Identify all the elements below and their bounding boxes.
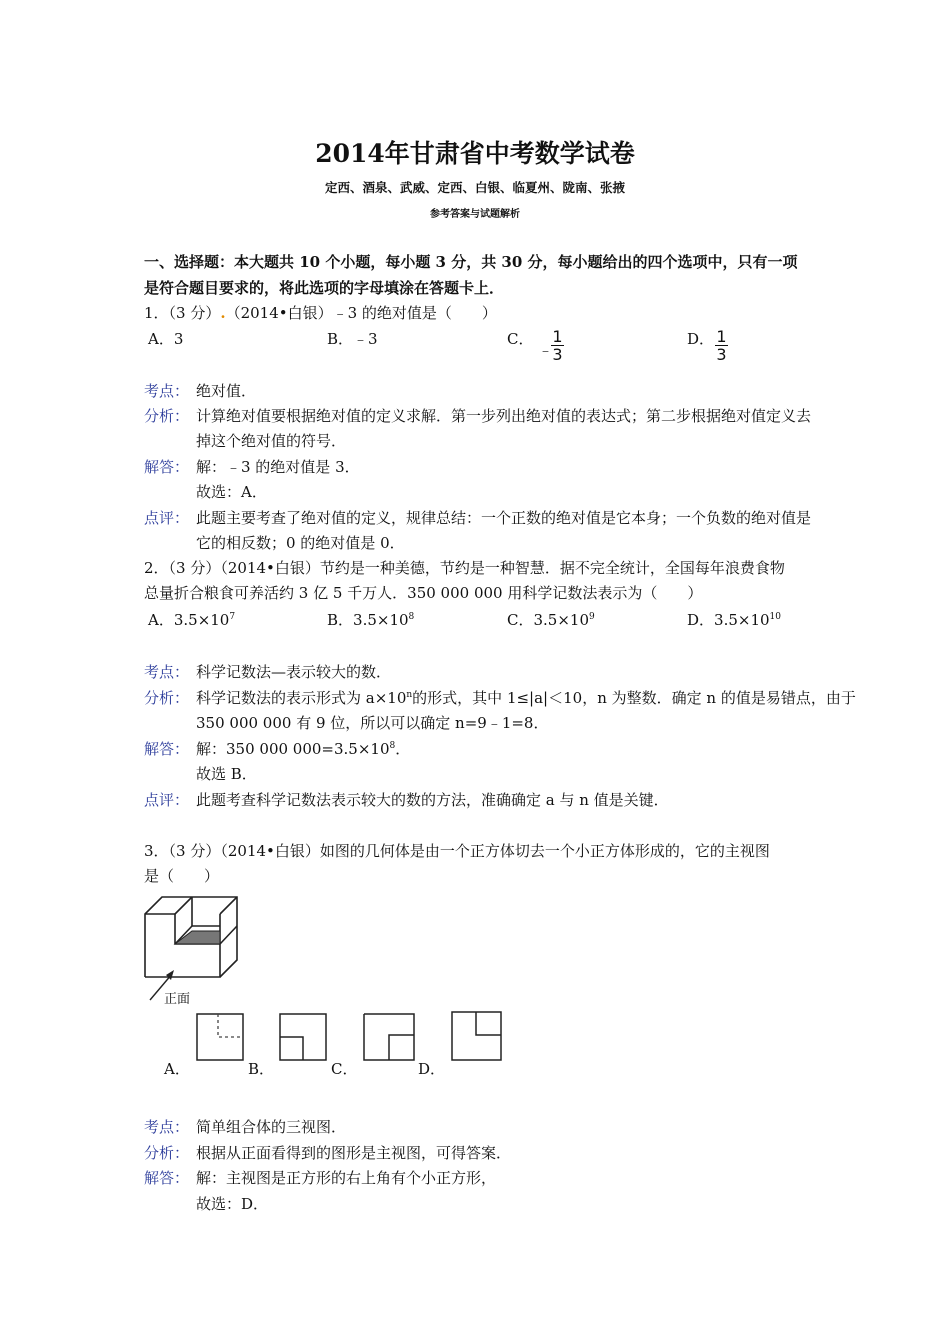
q2-jieda-part2: ． [395,740,411,758]
q1-jieda-label: 解答： [144,458,190,476]
q3-option-c-label: C． [331,1060,358,1078]
q3-stem-line1: 3．（3 分）（2014•白银）如图的几何体是由一个正方体切去一个小正方体形成的，它的主视图 [144,842,770,860]
q3-kaodian: 简单组合体的三视图． [196,1118,347,1136]
q1-option-d-fraction [715,328,728,363]
q1-dianping-line1: 此题主要考查了绝对值的定义，规律总结：一个正数的绝对值是它本身；一个负数的绝对值是 [196,509,812,527]
q2-option-c [507,609,595,630]
q2-option-b-base: B．3.5×10 [327,611,409,629]
q3-option-b-label: B． [248,1060,275,1078]
q2-option-d-base: D．3.5×10 [687,611,770,629]
q1-dianping-label: 点评： [144,509,190,527]
q3-option-a-figure [196,1013,244,1061]
section-heading-line1: 一、选择题：本大题共 10 个小题，每小题 3 分，共 30 分，每小题给出的四个选项中，只有一项 [144,253,798,271]
q2-option-a [148,609,235,630]
q1-stem [144,302,497,323]
q1-stem-post: （2014•白银）﹣3 的绝对值是（ ） [225,304,497,322]
q2-jieda-line1 [196,738,410,759]
q2-option-b [327,609,414,630]
q1-jieda-line1: 解：﹣3 的绝对值是 3． [196,458,360,476]
section-heading-line2: 是符合题目要求的，将此选项的字母填涂在答题卡上． [144,279,505,297]
q1-option-c-sign: ﹣ [538,341,554,359]
q3-option-a-label: A． [164,1060,190,1078]
q1-option-b: B．﹣3 [327,330,378,348]
fraction-denominator: 3 [716,345,727,364]
q2-option-d [687,609,781,630]
q2-option-d-exp: 10 [769,612,781,622]
fraction-numerator: 1 [552,327,563,346]
q2-stem-line1: 2．（3 分）（2014•白银）节约是一种美德，节约是一种智慧．据不完全统计，全国每年浪费食物 [144,559,785,577]
q3-fenxi: 根据从正面看得到的图形是主视图，可得答案． [196,1144,512,1162]
q1-option-c-label: C． [507,330,534,348]
q3-jieda-line1: 解：主视图是正方形的右上角有个小正方形， [196,1169,497,1187]
q1-option-a: A．3 [148,330,184,348]
answers-subtitle: 参考答案与试题解析 [430,209,520,220]
q1-option-c-fraction [551,328,564,363]
q1-jieda-line2: 故选：A． [196,483,267,501]
q2-jieda-label: 解答： [144,740,190,758]
q2-option-a-exp: 7 [229,612,236,622]
q3-fenxi-label: 分析： [144,1144,190,1162]
q1-fenxi-line1: 计算绝对值要根据绝对值的定义求解．第一步列出绝对值的表达式；第二步根据绝对值定义去 [196,407,812,425]
q3-option-d-label: D． [418,1060,446,1078]
q2-option-b-exp: 8 [408,612,415,622]
q1-stem-pre: 1．（3 分） [144,304,221,322]
q1-stem-dot: . [220,304,226,322]
q3-kaodian-label: 考点： [144,1118,190,1136]
q2-fenxi-exp: n [406,690,413,700]
fraction-denominator: 3 [552,345,563,364]
q2-option-c-exp: 9 [589,612,595,622]
q2-option-c-base: C．3.5×10 [507,611,589,629]
q3-option-c-figure [363,1013,415,1061]
q1-option-d-label: D． [687,330,715,348]
figure-label-front: 正面 [164,992,191,1007]
q2-jieda-part1: 解：350 000 000=3.5×10 [196,740,390,758]
q2-jieda-exp: 8 [389,741,396,751]
q2-fenxi-label: 分析： [144,689,190,707]
q2-fenxi-part2: 的形式，其中 1≤|a|＜10，n 为整数．确定 n 的值是易错点，由于 [412,689,856,707]
q2-option-a-base: A．3.5×10 [148,611,230,629]
q2-kaodian: 科学记数法—表示较大的数． [196,663,392,681]
q2-jieda-line2: 故选 B． [196,765,257,783]
q2-fenxi-line1 [196,687,856,708]
q2-dianping: 此题考查科学记数法表示较大的数的方法，准确确定 a 与 n 值是关键． [196,791,669,809]
q3-jieda-line2: 故选：D． [196,1195,269,1213]
q3-option-d-figure [451,1011,503,1061]
q3-option-b-figure [279,1013,327,1061]
q1-fenxi-label: 分析： [144,407,190,425]
q2-fenxi-line2: 350 000 000 有 9 位，所以可以确定 n=9﹣1=8． [196,714,549,732]
regions-subtitle: 定西、酒泉、武威、定西、白银、临夏州、陇南、张掖 [324,180,625,195]
q1-kaodian-label: 考点： [144,382,190,400]
solid-figure [140,892,250,1010]
q1-dianping-line2: 它的相反数；0 的绝对值是 0． [196,534,405,552]
q2-kaodian-label: 考点： [144,663,190,681]
q3-stem-line2: 是（ ） [144,867,220,885]
q3-jieda-label: 解答： [144,1169,190,1187]
q1-kaodian: 绝对值． [196,382,257,400]
q2-dianping-label: 点评： [144,791,190,809]
q2-fenxi-part1: 科学记数法的表示形式为 a×10 [196,689,407,707]
arrow-head-icon [166,970,174,980]
q2-stem-line2: 总量折合粮食可养活约 3 亿 5 千万人．350 000 000 用科学记数法表示为（ ） [144,584,703,602]
q1-fenxi-line2: 掉这个绝对值的符号． [196,432,347,450]
page-title: 2014年甘肃省中考数学试卷 [315,139,635,168]
fraction-numerator: 1 [716,327,727,346]
